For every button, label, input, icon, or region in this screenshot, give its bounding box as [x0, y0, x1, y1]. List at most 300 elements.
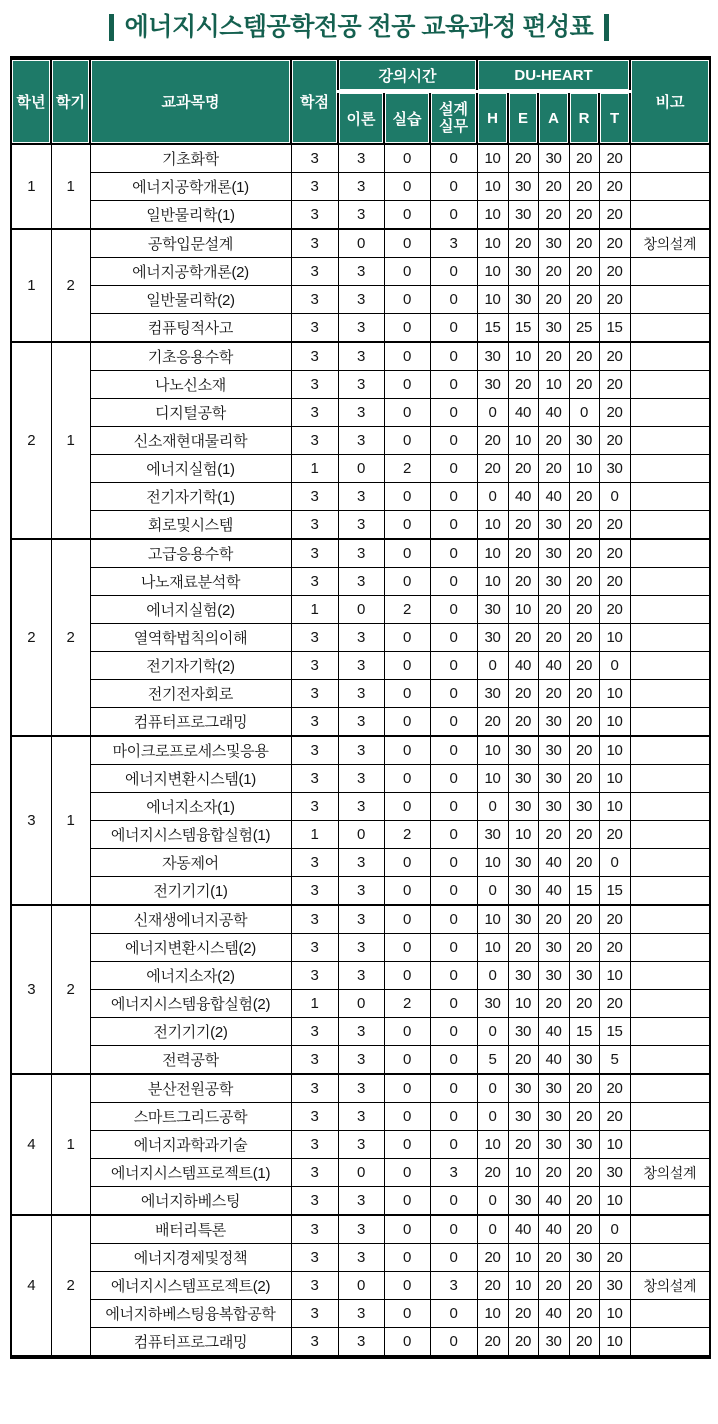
theory-hours-cell: 0 [338, 990, 384, 1018]
table-row [11, 511, 710, 540]
table-row [11, 258, 710, 286]
theory-hours-cell: 3 [338, 1187, 384, 1216]
design-hours-cell: 0 [430, 342, 477, 371]
heart-e-cell: 10 [508, 342, 538, 371]
heart-t-cell: 20 [599, 258, 630, 286]
credits-cell: 3 [291, 342, 338, 371]
heart-r-cell: 0 [569, 399, 599, 427]
course-name-cell: 일반물리학(2) [90, 286, 291, 314]
design-hours-cell: 0 [430, 483, 477, 511]
practice-hours-cell: 0 [384, 286, 430, 314]
heart-a-cell: 20 [538, 427, 569, 455]
semester-cell: 2 [51, 539, 90, 736]
table-row [11, 736, 710, 765]
heart-t-cell: 30 [599, 455, 630, 483]
heart-e-cell: 20 [508, 539, 538, 568]
practice-hours-cell: 0 [384, 962, 430, 990]
heart-h-cell: 10 [477, 934, 508, 962]
theory-hours-cell: 3 [338, 511, 384, 540]
practice-hours-cell: 0 [384, 258, 430, 286]
col-header-credits: 학점 [291, 58, 338, 144]
heart-e-cell: 30 [508, 877, 538, 906]
heart-e-cell: 30 [508, 173, 538, 201]
heart-a-cell: 20 [538, 821, 569, 849]
design-hours-cell: 0 [430, 877, 477, 906]
practice-hours-cell: 0 [384, 483, 430, 511]
heart-e-cell: 20 [508, 1046, 538, 1075]
practice-hours-cell: 2 [384, 455, 430, 483]
practice-hours-cell: 0 [384, 849, 430, 877]
practice-hours-cell: 0 [384, 877, 430, 906]
heart-h-cell: 10 [477, 905, 508, 934]
course-name-cell: 전기자기학(2) [90, 652, 291, 680]
heart-t-cell: 10 [599, 962, 630, 990]
heart-t-cell: 20 [599, 371, 630, 399]
course-name-cell: 마이크로프로세스및응용 [90, 736, 291, 765]
heart-r-cell: 20 [569, 821, 599, 849]
year-cell: 1 [11, 144, 51, 229]
theory-hours-cell: 3 [338, 342, 384, 371]
heart-r-cell: 20 [569, 652, 599, 680]
heart-r-cell: 20 [569, 229, 599, 258]
design-hours-cell: 0 [430, 680, 477, 708]
heart-e-cell: 30 [508, 765, 538, 793]
design-hours-cell: 3 [430, 1159, 477, 1187]
heart-h-cell: 10 [477, 144, 508, 173]
course-name-cell: 에너지소자(1) [90, 793, 291, 821]
remarks-cell [630, 144, 710, 173]
heart-h-cell: 0 [477, 962, 508, 990]
heart-h-cell: 20 [477, 1159, 508, 1187]
heart-t-cell: 5 [599, 1046, 630, 1075]
practice-hours-cell: 0 [384, 934, 430, 962]
table-row [11, 1300, 710, 1328]
design-hours-cell: 0 [430, 258, 477, 286]
table-row [11, 455, 710, 483]
heart-e-cell: 30 [508, 1187, 538, 1216]
theory-hours-cell: 0 [338, 455, 384, 483]
heart-r-cell: 30 [569, 1046, 599, 1075]
heart-r-cell: 15 [569, 877, 599, 906]
heart-a-cell: 40 [538, 877, 569, 906]
course-name-cell: 고급응용수학 [90, 539, 291, 568]
practice-hours-cell: 0 [384, 1159, 430, 1187]
course-name-cell: 열역학법칙의이해 [90, 624, 291, 652]
heart-t-cell: 20 [599, 539, 630, 568]
design-hours-cell: 0 [430, 568, 477, 596]
remarks-cell [630, 1074, 710, 1103]
design-hours-cell: 0 [430, 1300, 477, 1328]
theory-hours-cell: 3 [338, 483, 384, 511]
credits-cell: 3 [291, 1215, 338, 1244]
heart-e-cell: 10 [508, 1272, 538, 1300]
design-hours-cell: 0 [430, 173, 477, 201]
design-hours-cell: 0 [430, 624, 477, 652]
heart-h-cell: 5 [477, 1046, 508, 1075]
table-row [11, 342, 710, 371]
theory-hours-cell: 3 [338, 1215, 384, 1244]
heart-h-cell: 20 [477, 1244, 508, 1272]
heart-a-cell: 20 [538, 990, 569, 1018]
theory-hours-cell: 3 [338, 765, 384, 793]
heart-r-cell: 10 [569, 455, 599, 483]
curriculum-table-body [11, 144, 710, 1357]
heart-h-cell: 0 [477, 483, 508, 511]
table-header [11, 58, 710, 144]
remarks-cell [630, 1328, 710, 1358]
year-cell: 1 [11, 229, 51, 342]
course-name-cell: 신재생에너지공학 [90, 905, 291, 934]
table-row [11, 314, 710, 343]
heart-r-cell: 20 [569, 736, 599, 765]
table-row [11, 173, 710, 201]
heart-a-cell: 20 [538, 286, 569, 314]
theory-hours-cell: 3 [338, 793, 384, 821]
year-cell: 4 [11, 1074, 51, 1215]
design-hours-cell: 0 [430, 539, 477, 568]
heart-a-cell: 30 [538, 736, 569, 765]
practice-hours-cell: 0 [384, 173, 430, 201]
heart-a-cell: 20 [538, 596, 569, 624]
course-name-cell: 스마트그리드공학 [90, 1103, 291, 1131]
heart-a-cell: 30 [538, 708, 569, 737]
heart-t-cell: 20 [599, 934, 630, 962]
remarks-cell [630, 1244, 710, 1272]
col-header-heart-h: H [477, 92, 508, 145]
heart-t-cell: 0 [599, 652, 630, 680]
remarks-cell [630, 1215, 710, 1244]
heart-r-cell: 20 [569, 680, 599, 708]
heart-h-cell: 10 [477, 511, 508, 540]
credits-cell: 3 [291, 736, 338, 765]
heart-h-cell: 20 [477, 1328, 508, 1358]
heart-a-cell: 20 [538, 455, 569, 483]
table-row [11, 1215, 710, 1244]
remarks-cell [630, 990, 710, 1018]
remarks-cell [630, 1018, 710, 1046]
credits-cell: 3 [291, 286, 338, 314]
heart-t-cell: 10 [599, 1300, 630, 1328]
heart-r-cell: 20 [569, 1300, 599, 1328]
table-row [11, 568, 710, 596]
heart-r-cell: 20 [569, 1328, 599, 1358]
remarks-cell [630, 765, 710, 793]
credits-cell: 3 [291, 539, 338, 568]
heart-t-cell: 20 [599, 399, 630, 427]
heart-e-cell: 10 [508, 427, 538, 455]
heart-t-cell: 15 [599, 314, 630, 343]
heart-a-cell: 20 [538, 342, 569, 371]
table-row [11, 1046, 710, 1075]
remarks-cell [630, 455, 710, 483]
heart-r-cell: 20 [569, 1074, 599, 1103]
course-name-cell: 에너지경제및정책 [90, 1244, 291, 1272]
heart-e-cell: 20 [508, 1300, 538, 1328]
heart-t-cell: 10 [599, 680, 630, 708]
heart-t-cell: 0 [599, 849, 630, 877]
semester-cell: 1 [51, 342, 90, 539]
heart-h-cell: 10 [477, 849, 508, 877]
credits-cell: 3 [291, 1328, 338, 1358]
remarks-cell: 창의설계 [630, 229, 710, 258]
heart-a-cell: 40 [538, 483, 569, 511]
remarks-cell [630, 905, 710, 934]
credits-cell: 3 [291, 962, 338, 990]
credits-cell: 3 [291, 483, 338, 511]
page-title [0, 12, 718, 42]
heart-a-cell: 40 [538, 1300, 569, 1328]
theory-hours-cell: 3 [338, 877, 384, 906]
remarks-cell [630, 652, 710, 680]
remarks-cell [630, 427, 710, 455]
design-hours-cell: 0 [430, 1187, 477, 1216]
theory-hours-cell: 0 [338, 1159, 384, 1187]
design-hours-cell: 0 [430, 962, 477, 990]
heart-h-cell: 30 [477, 990, 508, 1018]
heart-e-cell: 20 [508, 144, 538, 173]
heart-t-cell: 10 [599, 708, 630, 737]
remarks-cell [630, 511, 710, 540]
theory-hours-cell: 3 [338, 624, 384, 652]
heart-r-cell: 20 [569, 483, 599, 511]
heart-t-cell: 20 [599, 1244, 630, 1272]
credits-cell: 3 [291, 568, 338, 596]
design-hours-cell: 0 [430, 427, 477, 455]
heart-t-cell: 20 [599, 596, 630, 624]
design-hours-cell: 0 [430, 1046, 477, 1075]
remarks-cell [630, 399, 710, 427]
heart-h-cell: 20 [477, 455, 508, 483]
design-hours-cell: 0 [430, 1328, 477, 1358]
heart-t-cell: 20 [599, 568, 630, 596]
heart-a-cell: 30 [538, 765, 569, 793]
remarks-cell [630, 342, 710, 371]
remarks-cell [630, 314, 710, 343]
table-row [11, 1103, 710, 1131]
design-hours-cell: 0 [430, 201, 477, 230]
heart-h-cell: 0 [477, 1215, 508, 1244]
theory-hours-cell: 3 [338, 652, 384, 680]
heart-e-cell: 30 [508, 286, 538, 314]
heart-t-cell: 20 [599, 990, 630, 1018]
heart-r-cell: 20 [569, 286, 599, 314]
theory-hours-cell: 3 [338, 371, 384, 399]
credits-cell: 3 [291, 624, 338, 652]
year-cell: 4 [11, 1215, 51, 1357]
credits-cell: 1 [291, 596, 338, 624]
theory-hours-cell: 0 [338, 1272, 384, 1300]
course-name-cell: 전력공학 [90, 1046, 291, 1075]
heart-r-cell: 20 [569, 1215, 599, 1244]
col-header-remarks: 비고 [630, 58, 710, 144]
heart-h-cell: 10 [477, 1131, 508, 1159]
heart-r-cell: 20 [569, 173, 599, 201]
col-header-theory: 이론 [338, 92, 384, 145]
practice-hours-cell: 0 [384, 1244, 430, 1272]
heart-a-cell: 20 [538, 905, 569, 934]
heart-a-cell: 30 [538, 934, 569, 962]
page-title-text: 에너지시스템공학전공 전공 교육과정 편성표 [124, 13, 594, 41]
table-row [11, 624, 710, 652]
remarks-cell [630, 483, 710, 511]
course-name-cell: 디지털공학 [90, 399, 291, 427]
remarks-cell: 창의설계 [630, 1272, 710, 1300]
theory-hours-cell: 3 [338, 399, 384, 427]
heart-a-cell: 20 [538, 680, 569, 708]
heart-r-cell: 20 [569, 258, 599, 286]
semester-cell: 1 [51, 1074, 90, 1215]
heart-h-cell: 30 [477, 624, 508, 652]
remarks-cell [630, 821, 710, 849]
heart-h-cell: 0 [477, 793, 508, 821]
table-row [11, 483, 710, 511]
design-hours-cell: 0 [430, 1074, 477, 1103]
design-hours-cell: 0 [430, 793, 477, 821]
heart-r-cell: 15 [569, 1018, 599, 1046]
design-hours-cell: 0 [430, 511, 477, 540]
credits-cell: 3 [291, 173, 338, 201]
heart-e-cell: 30 [508, 201, 538, 230]
credits-cell: 3 [291, 708, 338, 737]
heart-a-cell: 20 [538, 173, 569, 201]
table-row [11, 1328, 710, 1358]
heart-a-cell: 30 [538, 314, 569, 343]
theory-hours-cell: 3 [338, 1103, 384, 1131]
heart-a-cell: 40 [538, 1215, 569, 1244]
design-hours-cell: 0 [430, 371, 477, 399]
table-row [11, 1018, 710, 1046]
practice-hours-cell: 0 [384, 624, 430, 652]
course-name-cell: 나노재료분석학 [90, 568, 291, 596]
course-name-cell: 에너지변환시스템(1) [90, 765, 291, 793]
heart-e-cell: 20 [508, 708, 538, 737]
design-hours-cell: 0 [430, 1131, 477, 1159]
remarks-cell [630, 877, 710, 906]
heart-r-cell: 20 [569, 342, 599, 371]
course-name-cell: 일반물리학(1) [90, 201, 291, 230]
heart-r-cell: 20 [569, 990, 599, 1018]
course-name-cell: 기초화학 [90, 144, 291, 173]
heart-a-cell: 20 [538, 624, 569, 652]
design-hours-cell: 0 [430, 1018, 477, 1046]
table-row [11, 1074, 710, 1103]
practice-hours-cell: 2 [384, 990, 430, 1018]
design-hours-cell: 0 [430, 652, 477, 680]
theory-hours-cell: 3 [338, 568, 384, 596]
course-name-cell: 에너지실험(2) [90, 596, 291, 624]
heart-t-cell: 20 [599, 201, 630, 230]
heart-a-cell: 40 [538, 399, 569, 427]
theory-hours-cell: 3 [338, 1244, 384, 1272]
theory-hours-cell: 3 [338, 1046, 384, 1075]
course-name-cell: 전기전자회로 [90, 680, 291, 708]
heart-t-cell: 10 [599, 793, 630, 821]
credits-cell: 3 [291, 371, 338, 399]
heart-a-cell: 20 [538, 201, 569, 230]
credits-cell: 3 [291, 427, 338, 455]
year-cell: 3 [11, 905, 51, 1074]
course-name-cell: 신소재현대물리학 [90, 427, 291, 455]
heart-e-cell: 40 [508, 1215, 538, 1244]
heart-a-cell: 30 [538, 144, 569, 173]
heart-e-cell: 20 [508, 371, 538, 399]
heart-t-cell: 20 [599, 173, 630, 201]
course-name-cell: 에너지소자(2) [90, 962, 291, 990]
heart-t-cell: 10 [599, 624, 630, 652]
remarks-cell [630, 736, 710, 765]
theory-hours-cell: 3 [338, 201, 384, 230]
table-row [11, 201, 710, 230]
practice-hours-cell: 0 [384, 793, 430, 821]
curriculum-table [10, 56, 711, 1359]
heart-a-cell: 40 [538, 1046, 569, 1075]
design-hours-cell: 0 [430, 934, 477, 962]
course-name-cell: 에너지과학과기술 [90, 1131, 291, 1159]
practice-hours-cell: 0 [384, 144, 430, 173]
heart-e-cell: 20 [508, 1131, 538, 1159]
heart-h-cell: 10 [477, 173, 508, 201]
heart-a-cell: 30 [538, 962, 569, 990]
practice-hours-cell: 0 [384, 680, 430, 708]
table-row [11, 229, 710, 258]
heart-e-cell: 30 [508, 1103, 538, 1131]
design-hours-cell: 0 [430, 1103, 477, 1131]
heart-e-cell: 20 [508, 511, 538, 540]
course-name-cell: 회로및시스템 [90, 511, 291, 540]
col-header-heart-r: R [569, 92, 599, 145]
heart-t-cell: 15 [599, 877, 630, 906]
heart-h-cell: 10 [477, 736, 508, 765]
theory-hours-cell: 3 [338, 962, 384, 990]
design-hours-cell: 0 [430, 399, 477, 427]
heart-a-cell: 20 [538, 1159, 569, 1187]
theory-hours-cell: 0 [338, 821, 384, 849]
practice-hours-cell: 0 [384, 1328, 430, 1358]
remarks-cell [630, 1103, 710, 1131]
table-row [11, 1244, 710, 1272]
heart-a-cell: 30 [538, 1103, 569, 1131]
heart-h-cell: 0 [477, 1187, 508, 1216]
table-row [11, 1187, 710, 1216]
heart-r-cell: 20 [569, 624, 599, 652]
heart-e-cell: 20 [508, 624, 538, 652]
heart-a-cell: 40 [538, 1187, 569, 1216]
heart-e-cell: 10 [508, 990, 538, 1018]
heart-h-cell: 0 [477, 399, 508, 427]
practice-hours-cell: 0 [384, 399, 430, 427]
course-name-cell: 전기자기학(1) [90, 483, 291, 511]
practice-hours-cell: 0 [384, 1131, 430, 1159]
theory-hours-cell: 3 [338, 849, 384, 877]
theory-hours-cell: 3 [338, 736, 384, 765]
credits-cell: 3 [291, 511, 338, 540]
remarks-cell [630, 793, 710, 821]
theory-hours-cell: 3 [338, 258, 384, 286]
heart-h-cell: 0 [477, 1018, 508, 1046]
table-row [11, 765, 710, 793]
practice-hours-cell: 0 [384, 708, 430, 737]
course-name-cell: 컴퓨터프로그래밍 [90, 1328, 291, 1358]
heart-e-cell: 40 [508, 483, 538, 511]
credits-cell: 3 [291, 849, 338, 877]
year-cell: 2 [11, 539, 51, 736]
remarks-cell [630, 539, 710, 568]
practice-hours-cell: 0 [384, 342, 430, 371]
heart-r-cell: 25 [569, 314, 599, 343]
credits-cell: 3 [291, 1074, 338, 1103]
practice-hours-cell: 0 [384, 371, 430, 399]
theory-hours-cell: 3 [338, 314, 384, 343]
